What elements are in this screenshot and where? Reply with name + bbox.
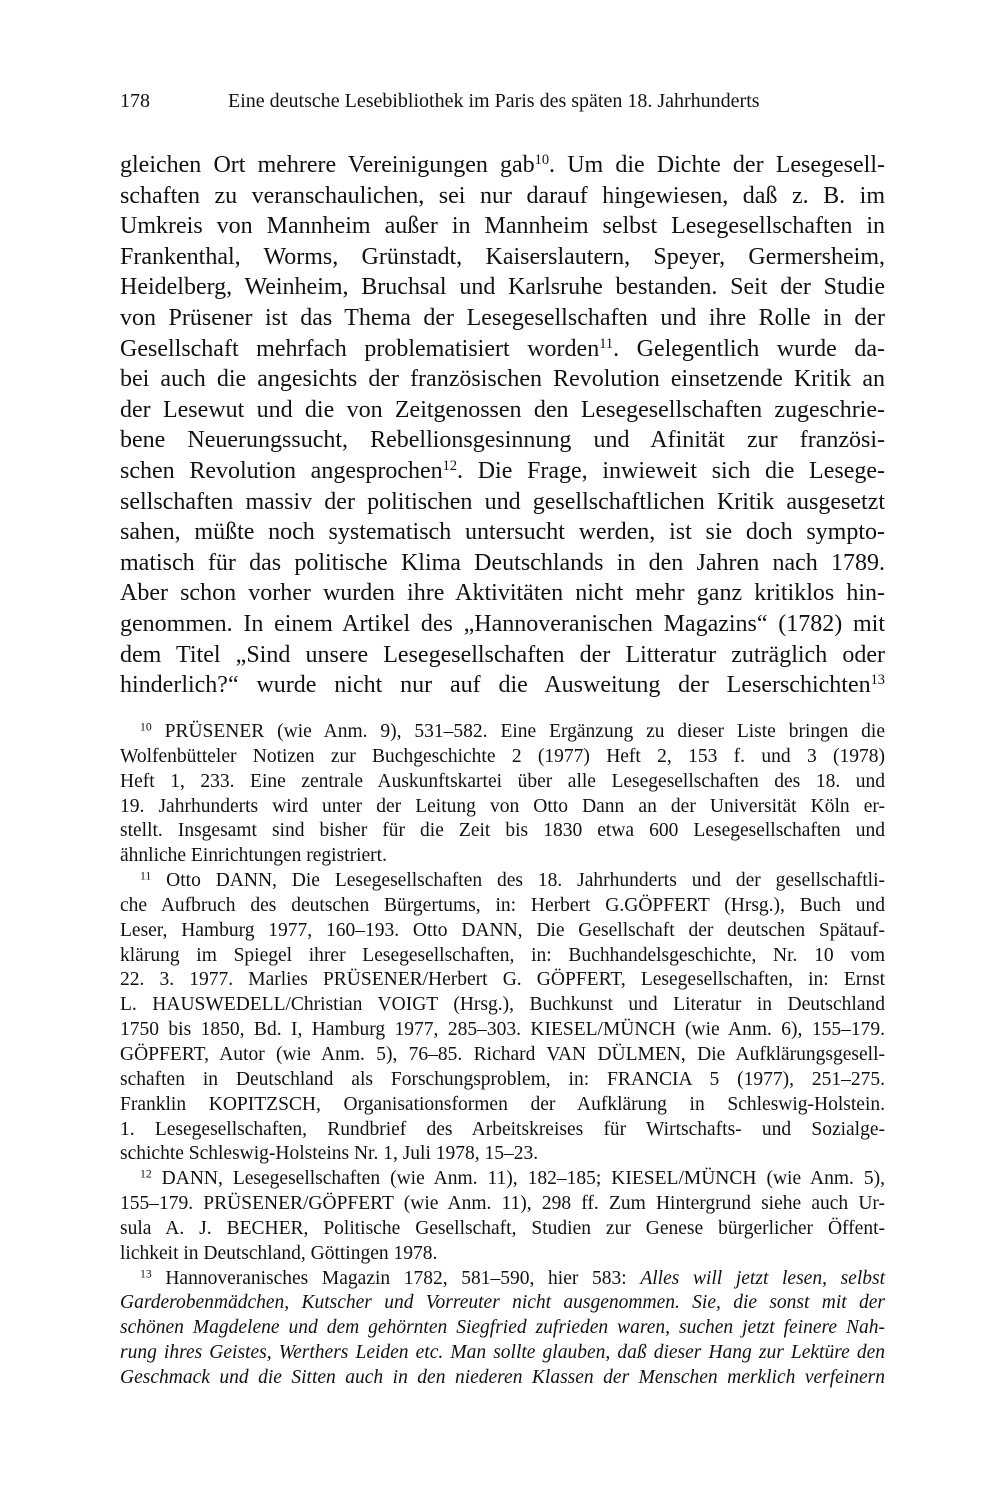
footnote-line: Wolfenbütteler Notizen zur Buchgeschichte 2 (1977) Heft 2, 153 f. und 3 (1978): [120, 745, 885, 767]
running-title: Eine deutsche Lesebibliothek im Paris des späten 18. Jahrhunderts: [228, 90, 760, 112]
body-text: [120, 150, 885, 701]
body-line: Aber schon vorher wurden ihre Aktivitäten nicht mehr ganz kritiklos hin-: [120, 580, 885, 607]
page-number: 178: [120, 90, 150, 112]
footnote-line: 1. Lesegesellschaften, Rundbrief des Arbeitskreises für Wirtschafts- und Sozialge-: [120, 1118, 885, 1140]
body-line: dem Titel „Sind unsere Lesegesellschaften der Litteratur zuträglich oder: [120, 641, 885, 668]
body-line: Gesellschaft mehrfach problematisiert worden$^{11}$. Gelegentlich wurde da-: [120, 335, 885, 362]
body-line: matisch für das politische Klima Deutschlands in den Jahren nach 1789.: [120, 549, 885, 576]
footnote-number: 11: [140, 869, 152, 883]
footnote-line: Geschmack und die Sitten auch in den niederen Klassen der Menschen merklich verfeinern: [120, 1366, 885, 1388]
body-line: Heidelberg, Weinheim, Bruchsal und Karlsruhe bestanden. Seit der Studie: [120, 274, 885, 301]
body-line: Umkreis von Mannheim außer in Mannheim selbst Lesegesellschaften in: [120, 213, 885, 240]
footnote-line: rung ihres Geistes, Werthers Leiden etc. Man sollte glauben, daß dieser Hang zur Lektüre den: [120, 1342, 885, 1364]
footnote-line: klärung im Spiegel ihrer Lesegesellschaften, in: Buchhandelsgeschichte, Nr. 10 vom: [120, 944, 885, 966]
body-line: schen Revolution angesprochen$^{12}$. Die Frage, inwieweit sich die Lesege-: [120, 457, 885, 484]
body-line: schaften zu veranschaulichen, sei nur darauf hingewiesen, daß z. B. im: [120, 182, 885, 209]
footnote-ref: 12: [442, 458, 458, 475]
body-line: sahen, müßte noch systematisch untersucht werden, ist sie doch sympto-: [120, 519, 885, 546]
body-line: Frankenthal, Worms, Grünstadt, Kaiserslautern, Speyer, Germersheim,: [120, 243, 885, 270]
body-line: sellschaften massiv der politischen und gesellschaftlichen Kritik ausgesetzt: [120, 488, 885, 515]
footnote-line: 1750 bis 1850, Bd. I, Hamburg 1977, 285–303. KIESEL/MÜNCH (wie Anm. 6), 155–179.: [120, 1019, 885, 1041]
footnote-13-first-line: $^{13}$ Hannoveranisches Magazin 1782, 581–590, hier 583: Alles will jetzt lesen, selbst: [140, 1267, 885, 1289]
footnote-line: schönen Magdelene und dem gehörnten Siegfried zufrieden waren, suchen jetzt feinere Nah-: [120, 1317, 885, 1339]
body-line: bei auch die angesichts der französischen Revolution einsetzende Kritik an: [120, 366, 885, 393]
body-line: der Lesewut und die von Zeitgenossen den Lesegesellschaften zugeschrie-: [120, 396, 885, 423]
footnote-number: 12: [140, 1167, 152, 1181]
body-line: von Prüsener ist das Thema der Lesegesellschaften und ihre Rolle in der: [120, 304, 885, 331]
footnote-line: GÖPFERT, Autor (wie Anm. 5), 76–85. Richard VAN DÜLMEN, Die Aufklärungsgesell-: [120, 1043, 885, 1065]
footnote-line: ähnliche Einrichtungen registriert.: [120, 845, 387, 867]
footnote-number: 10: [140, 720, 152, 734]
footnote-11-first-line: $^{11}$ Otto DANN, Die Lesegesellschaften des 18. Jahrhunderts und der gesellschaftli-: [140, 869, 885, 892]
footnote-ref: 11: [599, 335, 614, 352]
footnote-line: che Aufbruch des deutschen Bürgertums, in: Herbert G.GÖPFERT (Hrsg.), Buch und: [120, 894, 885, 916]
footnote-line: 155–179. PRÜSENER/GÖPFERT (wie Anm. 11), 298 ff. Zum Hintergrund siehe auch Ur-: [120, 1193, 885, 1215]
footnote-line: 22. 3. 1977. Marlies PRÜSENER/Herbert G. GÖPFERT, Lesegesellschaften, in: Ernst: [120, 969, 885, 991]
footnote-line: lichkeit in Deutschland, Göttingen 1978.: [120, 1242, 438, 1264]
body-line: bene Neuerungssucht, Rebellionsgesinnung und Afinität zur französi-: [120, 427, 885, 454]
footnote-10-first-line: $^{10}$ PRÜSENER (wie Anm. 9), 531–582. Eine Ergänzung zu dieser Liste bringen die: [140, 720, 886, 742]
footnote-line: Franklin KOPITZSCH, Organisationsformen der Aufklärung in Schleswig-Holstein.: [120, 1093, 885, 1115]
body-line: hinderlich?“ wurde nicht nur auf die Ausweitung der Leserschichten$^{13}$: [120, 672, 885, 699]
footnote-line: L. HAUSWEDELL/Christian VOIGT (Hrsg.), Buchkunst und Literatur in Deutschland: [120, 994, 885, 1016]
footnote-line: stellt. Insgesamt sind bisher für die Zeit bis 1830 etwa 600 Lesegesellschaften und: [120, 820, 885, 842]
footnote-line: schichte Schleswig-Holsteins Nr. 1, Juli 1978, 15–23.: [120, 1143, 539, 1165]
footnote-ref: 13: [870, 672, 885, 689]
footnote-line: 19. Jahrhunderts wird unter der Leitung von Otto Dann an der Universität Köln er-: [120, 795, 885, 817]
footnote-line: Garderobenmädchen, Kutscher und Vorreuter nicht ausgenommen. Sie, die sonst mit der: [120, 1292, 885, 1314]
footnote-line: Leser, Hamburg 1977, 160–193. Otto DANN, Die Gesellschaft der deutschen Spätauf-: [120, 919, 885, 941]
footnote-ref: 10: [534, 152, 550, 169]
footnote-number: 13: [140, 1267, 152, 1281]
footnotes: [120, 720, 885, 1391]
body-line: gleichen Ort mehrere Vereinigungen gab$^{10}$. Um die Dichte der Lesegesell-: [120, 152, 885, 178]
footnote-12-first-line: $^{12}$ DANN, Lesegesellschaften (wie Anm. 11), 182–185; KIESEL/MÜNCH (wie Anm. 5),: [140, 1167, 885, 1190]
footnote-line: schaften in Deutschland als Forschungsproblem, in: FRANCIA 5 (1977), 251–275.: [120, 1068, 885, 1090]
footnote-line: sula A. J. BECHER, Politische Gesellschaft, Studien zur Genese bürgerlicher Öffent-: [120, 1217, 885, 1239]
body-line: genommen. In einem Artikel des „Hannoveranischen Magazins“ (1782) mit: [120, 610, 885, 637]
footnote-line: Heft 1, 233. Eine zentrale Auskunftskartei über alle Lesegesellschaften des 18. und: [120, 770, 885, 792]
